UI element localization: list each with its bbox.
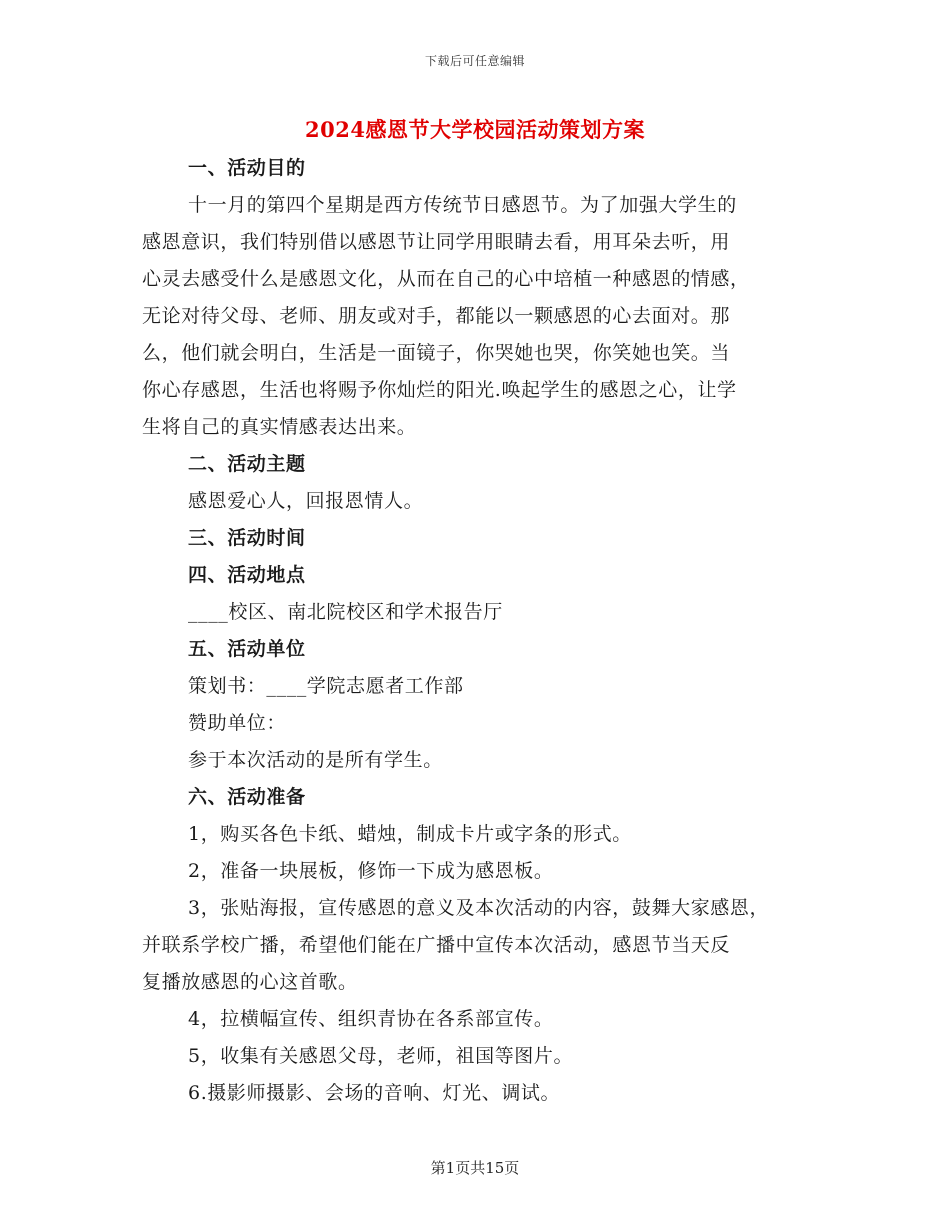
list-item: 4，拉横幅宣传、组织青协在各系部宣传。 <box>188 1008 554 1030</box>
list-item: 5，收集有关感恩父母，老师，祖国等图片。 <box>188 1045 574 1067</box>
list-item: 6.摄影师摄影、会场的音响、灯光、调试。 <box>188 1082 561 1104</box>
paragraph-line: 生将自己的真实情感表达出来。 <box>142 416 417 438</box>
list-item-continuation: 复播放感恩的心这首歌。 <box>142 971 358 993</box>
paragraph-line: 策划书：____学院志愿者工作部 <box>188 675 464 697</box>
paragraph-line: ____校区、南北院校区和学术报告厅 <box>188 601 503 623</box>
paragraph-line: 感恩爱心人，回报恩情人。 <box>188 490 424 512</box>
section-heading-location: 四、活动地点 <box>188 564 306 586</box>
document-title: 2024感恩节大学校园活动策划方案 <box>305 117 645 142</box>
paragraph-line: 参于本次活动的是所有学生。 <box>188 749 443 771</box>
header-note: 下载后可任意编辑 <box>424 54 525 68</box>
section-heading-preparation: 六、活动准备 <box>188 786 306 808</box>
paragraph-line: 赞助单位： <box>188 712 287 734</box>
list-item: 3，张贴海报，宣传感恩的意义及本次活动的内容，鼓舞大家感恩， <box>188 897 770 919</box>
paragraph-line: 感恩意识，我们特别借以感恩节让同学用眼睛去看，用耳朵去听，用 <box>142 231 731 253</box>
paragraph-line: 十一月的第四个星期是西方传统节日感恩节。为了加强大学生的 <box>188 194 737 216</box>
list-item-continuation: 并联系学校广播，希望他们能在广播中宣传本次活动，感恩节当天反 <box>142 934 731 956</box>
page-footer: 第1页共15页 <box>430 1159 520 1177</box>
section-heading-organizer: 五、活动单位 <box>188 638 306 660</box>
section-heading-purpose: 一、活动目的 <box>188 157 306 179</box>
paragraph-line: 心灵去感受什么是感恩文化，从而在自己的心中培植一种感恩的情感， <box>142 268 750 290</box>
list-item: 1，购买各色卡纸、蜡烛，制成卡片或字条的形式。 <box>188 823 632 845</box>
document-body <box>142 150 822 1112</box>
list-item: 2，准备一块展板，修饰一下成为感恩板。 <box>188 860 554 882</box>
section-heading-time: 三、活动时间 <box>188 527 306 549</box>
section-heading-theme: 二、活动主题 <box>188 453 306 475</box>
paragraph-line: 无论对待父母、老师、朋友或对手，都能以一颗感恩的心去面对。那 <box>142 305 731 327</box>
paragraph-line: 你心存感恩，生活也将赐予你灿烂的阳光.唤起学生的感恩之心，让学 <box>142 379 737 401</box>
paragraph-line: 么，他们就会明白，生活是一面镜子，你哭她也哭，你笑她也笑。当 <box>142 342 731 364</box>
